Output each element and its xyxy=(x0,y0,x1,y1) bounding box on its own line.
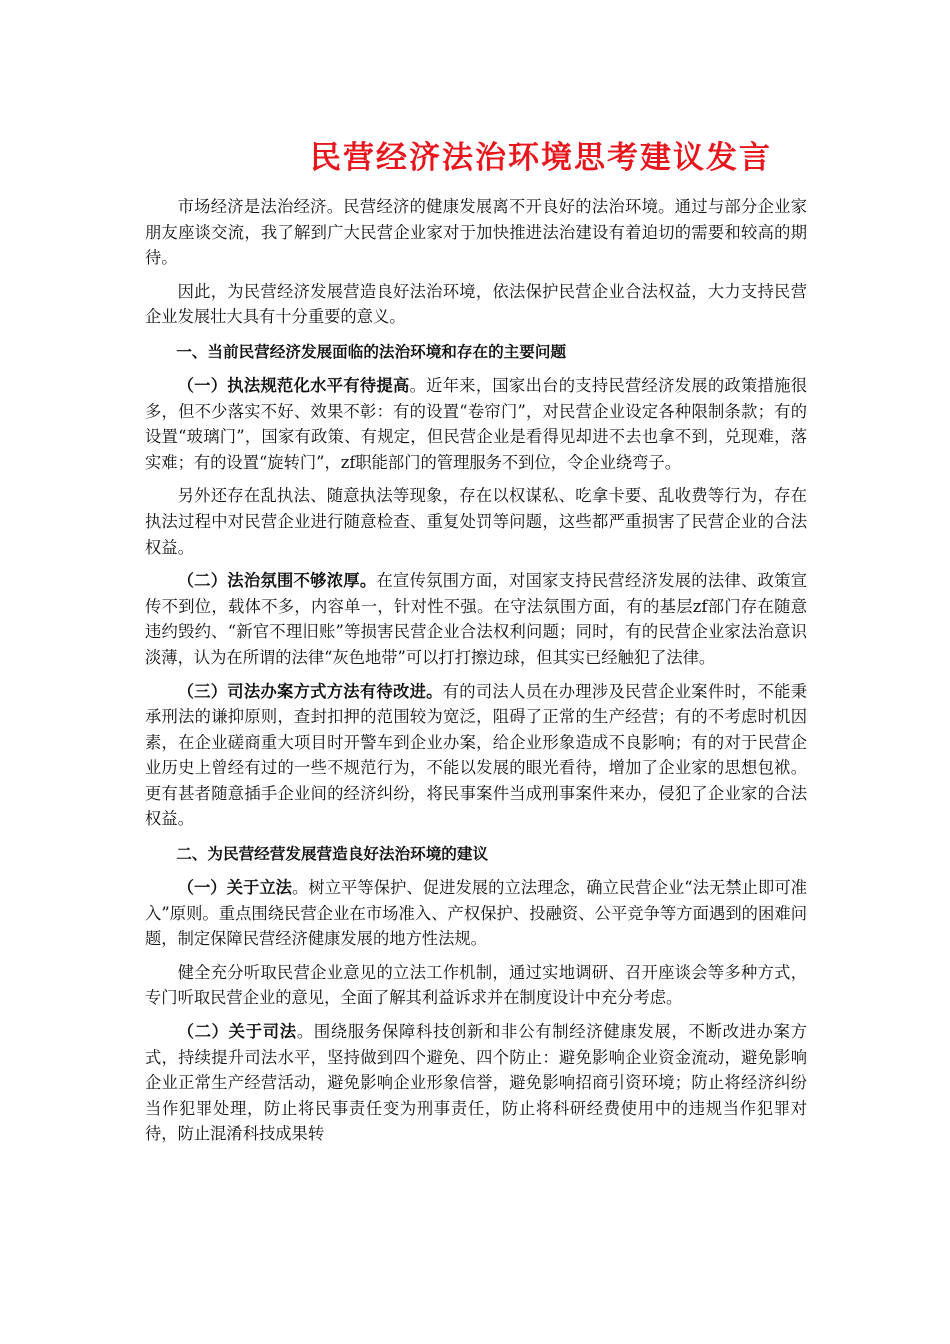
subsection-paragraph xyxy=(145,373,807,475)
subsection-text: 有的司法人员在办理涉及民营企业案件时，不能秉承刑法的谦抑原则，查封扣押的范围较为宽泛，阻碍了正常的生产经营；有的不考虑时机因素，在企业磋商重大项目时开警车到企业办案，给企业形象造成不良影响；有的对于民营企业历史上曾经有过的一些不规范行为，不能以发展的眼光看待，增加了企业家的思想包袱。更有甚者随意插手企业间的经济纠纷，将民事案件当成刑事案件来办，侵犯了企业家的合法权益。 xyxy=(145,681,807,829)
subsection-paragraph xyxy=(145,1019,807,1147)
subsection-paragraph xyxy=(145,875,807,952)
subsection-paragraph xyxy=(145,568,807,670)
subsection-lead: （二）关于司法 xyxy=(177,1022,297,1042)
subsection-lead: （一）执法规范化水平有待提高 xyxy=(177,375,410,395)
subsection-text: 。近年来，国家出台的支持民营经济发展的政策措施很多，但不少落实不好、效果不彰：有的设置“卷帘门”，对民营企业设定各种限制条款；有的设置“玻璃门”，国家有政策、有规定，但民营企业是看得见却进不去也拿不到，兑现难，落实难；有的设置“旋转门”，zf职能部门的管理服务不到位，令企业绕弯子。 xyxy=(145,375,807,472)
document-title: 民营经济法治环境思考建议发言 xyxy=(310,140,772,176)
document-page xyxy=(145,130,807,1155)
section-heading: 一、当前民营经济发展面临的法治环境和存在的主要问题 xyxy=(176,342,567,361)
subsection-text: 在宣传氛围方面，对国家支持民营经济发展的法律、政策宣传不到位，载体不多，内容单一，针对性不强。在守法氛围方面，有的基层zf部门存在随意违约毁约、“新官不理旧账”等损害民营企业合法权利问题；同时，有的民营企业家法治意识淡薄，认为在所谓的法律“灰色地带”可以打打擦边球，但其实已经触犯了法律。 xyxy=(145,571,807,667)
subsection-lead: （一）关于立法 xyxy=(177,878,293,898)
body-paragraph: 市场经济是法治经济。民营经济的健康发展离不开良好的法治环境。通过与部分企业家朋友座谈交流，我了解到广大民营企业家对于加快推进法治建设有着迫切的需要和较高的期待。 xyxy=(145,197,807,268)
subsection-paragraph xyxy=(145,679,807,833)
subsection-lead: （三）司法办案方式方法有待改进。 xyxy=(177,681,443,701)
section-heading: 二、为民营经营发展营造良好法治环境的建议 xyxy=(176,845,489,864)
body-paragraph: 因此，为民营经济发展营造良好法治环境，依法保护民营企业合法权益，大力支持民营企业发展壮大具有十分重要的意义。 xyxy=(145,281,807,327)
body-paragraph: 另外还存在乱执法、随意执法等现象，存在以权谋私、吃拿卡要、乱收费等行为，存在执法过程中对民营企业进行随意检查、重复处罚等问题，这些都严重损害了民营企业的合法权益。 xyxy=(145,486,807,557)
subsection-text: 。树立平等保护、促进发展的立法理念，确立民营企业“法无禁止即可准入”原则。重点围绕民营企业在市场准入、产权保护、投融资、公平竞争等方面遇到的困难问题，制定保障民营经济健康发展的地方性法规。 xyxy=(145,878,807,949)
body-paragraph: 健全充分听取民营企业意见的立法工作机制，通过实地调研、召开座谈会等多种方式，专门听取民营企业的意见，全面了解其利益诉求并在制度设计中充分考虑。 xyxy=(145,962,807,1008)
document-body xyxy=(145,194,807,1147)
subsection-lead: （二）法治氛围不够浓厚。 xyxy=(177,571,377,591)
subsection-text: 。围绕服务保障科技创新和非公有制经济健康发展，不断改进办案方式，持续提升司法水平，坚持做到四个避免、四个防止：避免影响企业资金流动，避免影响企业正常生产经营活动，避免影响企业形象信誉，避免影响招商引资环境；防止将经济纠纷当作犯罪处理，防止将民事责任变为刑事责任，防止将科研经费使用中的违规当作犯罪对待，防止混淆科技成果转 xyxy=(145,1022,807,1144)
